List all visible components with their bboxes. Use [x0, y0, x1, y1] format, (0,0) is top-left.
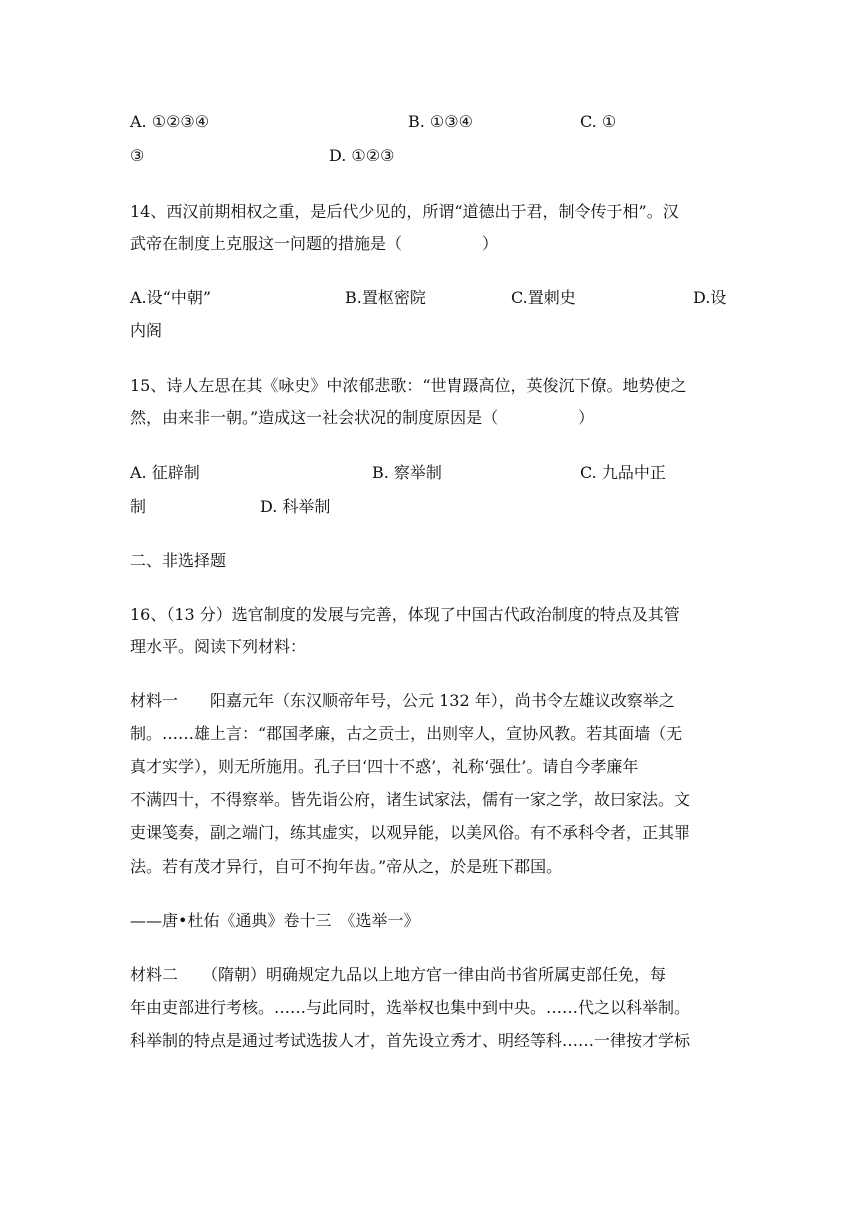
- q14-option-c: C.置刺史: [511, 288, 576, 307]
- material-1-line-2: 制。……雄上言：“郡国孝廉，古之贡士，出则宰人，宣协风教。若其面墙（无: [130, 724, 683, 743]
- material-2-line-3: 科举制的特点是通过考试选拔人才，首先设立秀才、明经等科……一律按才学标: [130, 1031, 691, 1050]
- q13-option-a: A. ①②③④: [130, 112, 210, 131]
- material-2-line-2: 年由吏部进行考核。……与此同时，选举权也集中到中央。……代之以科举制。: [130, 998, 691, 1017]
- material-1-source: ——唐•杜佑《通典》卷十三 《选举一》: [130, 911, 420, 930]
- q14-option-b: B.置枢密院: [345, 288, 426, 307]
- material-2-line-1: 材料二 （隋朝）明确规定九品以上地方官一律由尚书省所属吏部任免，每: [130, 965, 667, 984]
- q14-option-d: D.设: [693, 288, 727, 307]
- q14-option-a: A.设“中朝”: [130, 288, 212, 307]
- material-1-line-5: 吏课笺奏，副之端门，练其虚实，以观异能，以美风俗。有不承科令者，正其罪: [130, 823, 691, 842]
- q13-option-c: C. ①: [580, 112, 617, 131]
- material-1-line-1: 材料一 阳嘉元年（东汉顺帝年号，公元 132 年），尚书令左雄议改察举之: [130, 691, 675, 710]
- q14-option-d-continued: 内阁: [130, 321, 163, 340]
- q15-stem-line-2: 然，由来非一朝。”造成这一社会状况的制度原因是（ ）: [130, 408, 595, 427]
- q15-option-c: C. 九品中正: [580, 463, 666, 482]
- q15-stem-line-1: 15、诗人左思在其《咏史》中浓郁悲歌：“世胄蹑高位，英俊沉下僚。地势使之: [130, 376, 687, 395]
- q13-option-d: D. ①②③: [329, 146, 395, 165]
- section-heading: 二、非选择题: [130, 551, 227, 570]
- material-1-line-6: 法。若有茂才异行，自可不拘年齿。”帝从之，於是班下郡国。: [130, 857, 563, 876]
- q14-stem-line-2: 武帝在制度上克服这一问题的措施是（ ）: [130, 234, 499, 253]
- material-1-line-3: 真才实学），则无所施用。孔子曰‘四十不惑’，礼称‘强仕’。请自今孝廉年: [130, 757, 639, 776]
- q14-stem-line-1: 14、西汉前期相权之重，是后代少见的，所谓“道德出于君，制令传于相”。汉: [130, 202, 679, 221]
- q15-option-c-continued: 制: [130, 497, 147, 516]
- material-1-line-4: 不满四十，不得察举。皆先诣公府，诸生试家法，儒有一家之学，故曰家法。文: [130, 790, 691, 809]
- q15-option-d: D. 科举制: [260, 497, 331, 516]
- q13-option-c-continued: ③: [130, 146, 145, 165]
- q13-option-b: B. ①③④: [408, 112, 473, 131]
- q16-stem-line-1: 16、（13 分）选官制度的发展与完善，体现了中国古代政治制度的特点及其管: [130, 605, 680, 624]
- q15-option-a: A. 征辟制: [130, 463, 200, 482]
- q16-stem-line-2: 理水平。阅读下列材料：: [130, 637, 307, 656]
- q15-option-b: B. 察举制: [372, 463, 442, 482]
